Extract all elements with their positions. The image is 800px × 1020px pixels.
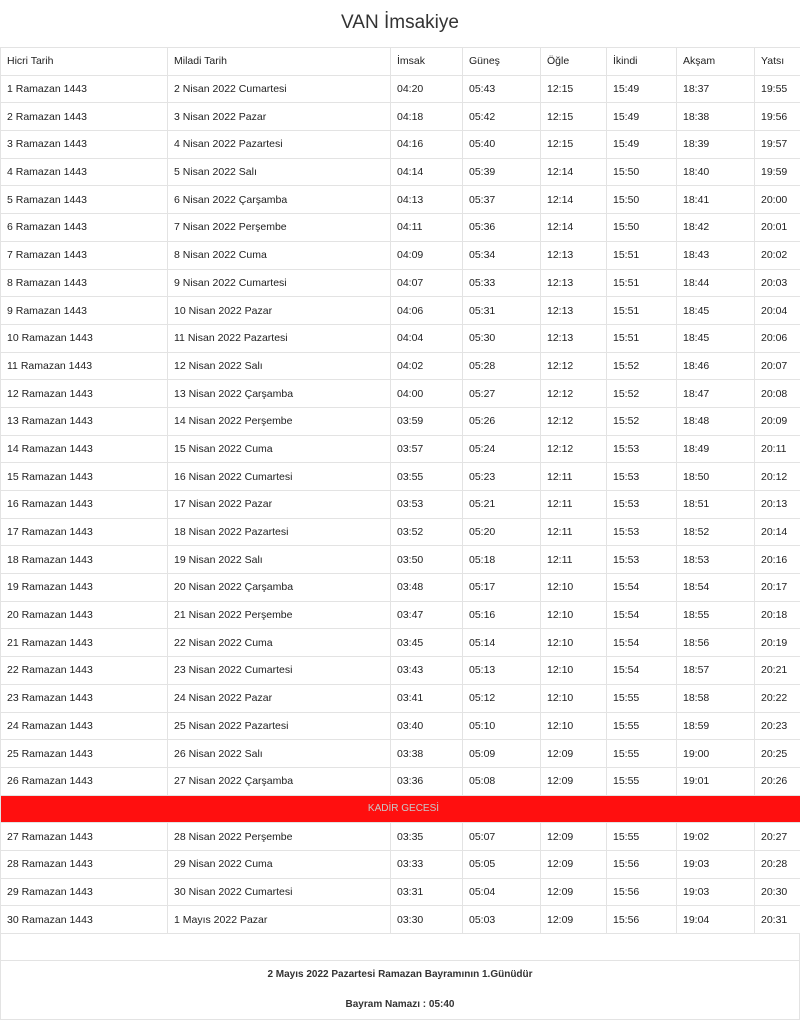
gunes-cell: 05:27 xyxy=(463,380,541,408)
header-row xyxy=(1,48,800,76)
hicri-tarih-cell: 7 Ramazan 1443 xyxy=(1,241,168,269)
gunes-cell: 05:37 xyxy=(463,186,541,214)
yatsi-cell: 20:27 xyxy=(755,823,800,851)
ogle-cell: 12:10 xyxy=(541,712,607,740)
aksam-cell: 18:57 xyxy=(677,657,755,685)
hicri-tarih-cell: 2 Ramazan 1443 xyxy=(1,103,168,131)
hicri-tarih-cell: 5 Ramazan 1443 xyxy=(1,186,168,214)
ogle-cell: 12:14 xyxy=(541,186,607,214)
miladi-tarih-cell: 8 Nisan 2022 Cuma xyxy=(168,241,391,269)
yatsi-cell: 20:31 xyxy=(755,906,800,934)
aksam-cell: 18:52 xyxy=(677,518,755,546)
yatsi-cell: 20:25 xyxy=(755,740,800,768)
imsak-cell: 03:31 xyxy=(391,878,463,906)
aksam-cell: 19:01 xyxy=(677,767,755,795)
aksam-cell: 19:00 xyxy=(677,740,755,768)
table-row xyxy=(1,740,800,768)
gunes-cell: 05:28 xyxy=(463,352,541,380)
miladi-tarih-cell: 9 Nisan 2022 Cumartesi xyxy=(168,269,391,297)
imsak-cell: 03:52 xyxy=(391,518,463,546)
gunes-cell: 05:18 xyxy=(463,546,541,574)
gunes-cell: 05:14 xyxy=(463,629,541,657)
table-row xyxy=(1,878,800,906)
yatsi-cell: 19:55 xyxy=(755,75,800,103)
ikindi-cell: 15:55 xyxy=(607,767,677,795)
kadir-gecesi-row xyxy=(1,795,800,823)
ogle-cell: 12:13 xyxy=(541,324,607,352)
imsak-cell: 03:38 xyxy=(391,740,463,768)
imsak-cell: 03:30 xyxy=(391,906,463,934)
miladi-tarih-cell: 25 Nisan 2022 Pazartesi xyxy=(168,712,391,740)
header-imsak: İmsak xyxy=(391,48,463,76)
ogle-cell: 12:10 xyxy=(541,629,607,657)
aksam-cell: 18:42 xyxy=(677,214,755,242)
gunes-cell: 05:04 xyxy=(463,878,541,906)
ogle-cell: 12:15 xyxy=(541,103,607,131)
table-row xyxy=(1,546,800,574)
imsak-cell: 03:33 xyxy=(391,850,463,878)
ogle-cell: 12:09 xyxy=(541,740,607,768)
ikindi-cell: 15:49 xyxy=(607,103,677,131)
miladi-tarih-cell: 1 Mayıs 2022 Pazar xyxy=(168,906,391,934)
miladi-tarih-cell: 12 Nisan 2022 Salı xyxy=(168,352,391,380)
table-row xyxy=(1,574,800,602)
gunes-cell: 05:09 xyxy=(463,740,541,768)
table-row xyxy=(1,601,800,629)
ogle-cell: 12:10 xyxy=(541,574,607,602)
table-row xyxy=(1,158,800,186)
imsak-cell: 04:07 xyxy=(391,269,463,297)
yatsi-cell: 20:13 xyxy=(755,491,800,519)
header-hicri-tarih: Hicri Tarih xyxy=(1,48,168,76)
gunes-cell: 05:31 xyxy=(463,297,541,325)
ogle-cell: 12:15 xyxy=(541,131,607,159)
ikindi-cell: 15:51 xyxy=(607,297,677,325)
table-row xyxy=(1,435,800,463)
aksam-cell: 18:58 xyxy=(677,684,755,712)
ikindi-cell: 15:56 xyxy=(607,878,677,906)
imsak-cell: 04:02 xyxy=(391,352,463,380)
ogle-cell: 12:13 xyxy=(541,269,607,297)
miladi-tarih-cell: 30 Nisan 2022 Cumartesi xyxy=(168,878,391,906)
gunes-cell: 05:16 xyxy=(463,601,541,629)
yatsi-cell: 19:59 xyxy=(755,158,800,186)
imsak-cell: 04:13 xyxy=(391,186,463,214)
yatsi-cell: 20:18 xyxy=(755,601,800,629)
ikindi-cell: 15:50 xyxy=(607,158,677,186)
ogle-cell: 12:09 xyxy=(541,906,607,934)
aksam-cell: 18:40 xyxy=(677,158,755,186)
yatsi-cell: 20:09 xyxy=(755,407,800,435)
page-title: VAN İmsakiye xyxy=(0,0,800,46)
gunes-cell: 05:10 xyxy=(463,712,541,740)
ogle-cell: 12:12 xyxy=(541,435,607,463)
imsak-cell: 04:09 xyxy=(391,241,463,269)
ikindi-cell: 15:51 xyxy=(607,241,677,269)
hicri-tarih-cell: 11 Ramazan 1443 xyxy=(1,352,168,380)
table-row xyxy=(1,269,800,297)
table-row xyxy=(1,629,800,657)
gunes-cell: 05:03 xyxy=(463,906,541,934)
miladi-tarih-cell: 28 Nisan 2022 Perşembe xyxy=(168,823,391,851)
ogle-cell: 12:09 xyxy=(541,823,607,851)
ogle-cell: 12:10 xyxy=(541,657,607,685)
yatsi-cell: 20:17 xyxy=(755,574,800,602)
aksam-cell: 18:37 xyxy=(677,75,755,103)
aksam-cell: 18:38 xyxy=(677,103,755,131)
miladi-tarih-cell: 10 Nisan 2022 Pazar xyxy=(168,297,391,325)
imsak-cell: 04:16 xyxy=(391,131,463,159)
ogle-cell: 12:12 xyxy=(541,352,607,380)
header-ikindi: İkindi xyxy=(607,48,677,76)
table-row xyxy=(1,75,800,103)
aksam-cell: 18:45 xyxy=(677,297,755,325)
aksam-cell: 18:39 xyxy=(677,131,755,159)
hicri-tarih-cell: 1 Ramazan 1443 xyxy=(1,75,168,103)
ogle-cell: 12:11 xyxy=(541,463,607,491)
imsak-cell: 04:04 xyxy=(391,324,463,352)
imsak-cell: 03:55 xyxy=(391,463,463,491)
table-row xyxy=(1,352,800,380)
yatsi-cell: 20:23 xyxy=(755,712,800,740)
miladi-tarih-cell: 16 Nisan 2022 Cumartesi xyxy=(168,463,391,491)
hicri-tarih-cell: 18 Ramazan 1443 xyxy=(1,546,168,574)
imsak-cell: 04:06 xyxy=(391,297,463,325)
imsak-cell: 03:40 xyxy=(391,712,463,740)
aksam-cell: 18:43 xyxy=(677,241,755,269)
aksam-cell: 18:51 xyxy=(677,491,755,519)
miladi-tarih-cell: 11 Nisan 2022 Pazartesi xyxy=(168,324,391,352)
miladi-tarih-cell: 5 Nisan 2022 Salı xyxy=(168,158,391,186)
ikindi-cell: 15:55 xyxy=(607,684,677,712)
header-ogle: Öğle xyxy=(541,48,607,76)
aksam-cell: 18:45 xyxy=(677,324,755,352)
imsak-cell: 03:57 xyxy=(391,435,463,463)
ikindi-cell: 15:54 xyxy=(607,601,677,629)
ikindi-cell: 15:53 xyxy=(607,546,677,574)
aksam-cell: 18:47 xyxy=(677,380,755,408)
hicri-tarih-cell: 9 Ramazan 1443 xyxy=(1,297,168,325)
header-yatsi: Yatsı xyxy=(755,48,800,76)
gunes-cell: 05:43 xyxy=(463,75,541,103)
ogle-cell: 12:13 xyxy=(541,297,607,325)
yatsi-cell: 20:26 xyxy=(755,767,800,795)
yatsi-cell: 19:57 xyxy=(755,131,800,159)
empty-row xyxy=(0,933,800,961)
hicri-tarih-cell: 4 Ramazan 1443 xyxy=(1,158,168,186)
table-row xyxy=(1,823,800,851)
gunes-cell: 05:36 xyxy=(463,214,541,242)
hicri-tarih-cell: 29 Ramazan 1443 xyxy=(1,878,168,906)
yatsi-cell: 20:02 xyxy=(755,241,800,269)
hicri-tarih-cell: 21 Ramazan 1443 xyxy=(1,629,168,657)
kadir-gecesi-label: KADİR GECESİ xyxy=(1,795,800,823)
footer xyxy=(0,960,800,1020)
gunes-cell: 05:26 xyxy=(463,407,541,435)
ogle-cell: 12:10 xyxy=(541,601,607,629)
imsak-cell: 03:43 xyxy=(391,657,463,685)
ogle-cell: 12:11 xyxy=(541,518,607,546)
gunes-cell: 05:34 xyxy=(463,241,541,269)
header-aksam: Akşam xyxy=(677,48,755,76)
miladi-tarih-cell: 19 Nisan 2022 Salı xyxy=(168,546,391,574)
aksam-cell: 18:54 xyxy=(677,574,755,602)
table-row xyxy=(1,214,800,242)
yatsi-cell: 20:04 xyxy=(755,297,800,325)
yatsi-cell: 20:19 xyxy=(755,629,800,657)
imsak-cell: 04:00 xyxy=(391,380,463,408)
ikindi-cell: 15:50 xyxy=(607,214,677,242)
aksam-cell: 18:59 xyxy=(677,712,755,740)
ogle-cell: 12:09 xyxy=(541,767,607,795)
miladi-tarih-cell: 21 Nisan 2022 Perşembe xyxy=(168,601,391,629)
aksam-cell: 18:49 xyxy=(677,435,755,463)
table-row xyxy=(1,131,800,159)
ikindi-cell: 15:51 xyxy=(607,269,677,297)
gunes-cell: 05:07 xyxy=(463,823,541,851)
hicri-tarih-cell: 17 Ramazan 1443 xyxy=(1,518,168,546)
ikindi-cell: 15:55 xyxy=(607,712,677,740)
miladi-tarih-cell: 6 Nisan 2022 Çarşamba xyxy=(168,186,391,214)
miladi-tarih-cell: 18 Nisan 2022 Pazartesi xyxy=(168,518,391,546)
ogle-cell: 12:12 xyxy=(541,380,607,408)
miladi-tarih-cell: 29 Nisan 2022 Cuma xyxy=(168,850,391,878)
aksam-cell: 18:53 xyxy=(677,546,755,574)
yatsi-cell: 20:06 xyxy=(755,324,800,352)
miladi-tarih-cell: 14 Nisan 2022 Perşembe xyxy=(168,407,391,435)
imsak-cell: 03:59 xyxy=(391,407,463,435)
hicri-tarih-cell: 27 Ramazan 1443 xyxy=(1,823,168,851)
aksam-cell: 18:41 xyxy=(677,186,755,214)
miladi-tarih-cell: 22 Nisan 2022 Cuma xyxy=(168,629,391,657)
table-row xyxy=(1,186,800,214)
yatsi-cell: 19:56 xyxy=(755,103,800,131)
hicri-tarih-cell: 3 Ramazan 1443 xyxy=(1,131,168,159)
yatsi-cell: 20:00 xyxy=(755,186,800,214)
imsak-cell: 04:18 xyxy=(391,103,463,131)
imsak-cell: 03:47 xyxy=(391,601,463,629)
ogle-cell: 12:09 xyxy=(541,878,607,906)
header-gunes: Güneş xyxy=(463,48,541,76)
imsak-cell: 04:14 xyxy=(391,158,463,186)
yatsi-cell: 20:22 xyxy=(755,684,800,712)
ogle-cell: 12:10 xyxy=(541,684,607,712)
yatsi-cell: 20:11 xyxy=(755,435,800,463)
gunes-cell: 05:20 xyxy=(463,518,541,546)
gunes-cell: 05:30 xyxy=(463,324,541,352)
ikindi-cell: 15:51 xyxy=(607,324,677,352)
miladi-tarih-cell: 23 Nisan 2022 Cumartesi xyxy=(168,657,391,685)
imsak-cell: 03:53 xyxy=(391,491,463,519)
miladi-tarih-cell: 17 Nisan 2022 Pazar xyxy=(168,491,391,519)
ikindi-cell: 15:53 xyxy=(607,435,677,463)
table-row xyxy=(1,906,800,934)
ikindi-cell: 15:56 xyxy=(607,906,677,934)
ikindi-cell: 15:54 xyxy=(607,574,677,602)
hicri-tarih-cell: 19 Ramazan 1443 xyxy=(1,574,168,602)
ogle-cell: 12:11 xyxy=(541,546,607,574)
miladi-tarih-cell: 26 Nisan 2022 Salı xyxy=(168,740,391,768)
hicri-tarih-cell: 22 Ramazan 1443 xyxy=(1,657,168,685)
hicri-tarih-cell: 28 Ramazan 1443 xyxy=(1,850,168,878)
gunes-cell: 05:21 xyxy=(463,491,541,519)
miladi-tarih-cell: 13 Nisan 2022 Çarşamba xyxy=(168,380,391,408)
aksam-cell: 18:48 xyxy=(677,407,755,435)
hicri-tarih-cell: 26 Ramazan 1443 xyxy=(1,767,168,795)
miladi-tarih-cell: 7 Nisan 2022 Perşembe xyxy=(168,214,391,242)
ogle-cell: 12:09 xyxy=(541,850,607,878)
ogle-cell: 12:11 xyxy=(541,491,607,519)
hicri-tarih-cell: 15 Ramazan 1443 xyxy=(1,463,168,491)
gunes-cell: 05:33 xyxy=(463,269,541,297)
imsakiye-table xyxy=(0,47,800,934)
ogle-cell: 12:13 xyxy=(541,241,607,269)
yatsi-cell: 20:14 xyxy=(755,518,800,546)
yatsi-cell: 20:01 xyxy=(755,214,800,242)
yatsi-cell: 20:16 xyxy=(755,546,800,574)
miladi-tarih-cell: 15 Nisan 2022 Cuma xyxy=(168,435,391,463)
header-miladi-tarih: Miladi Tarih xyxy=(168,48,391,76)
yatsi-cell: 20:03 xyxy=(755,269,800,297)
ikindi-cell: 15:54 xyxy=(607,657,677,685)
imsak-cell: 03:36 xyxy=(391,767,463,795)
table-body xyxy=(1,75,800,933)
ikindi-cell: 15:52 xyxy=(607,352,677,380)
table-row xyxy=(1,767,800,795)
yatsi-cell: 20:08 xyxy=(755,380,800,408)
yatsi-cell: 20:21 xyxy=(755,657,800,685)
ikindi-cell: 15:52 xyxy=(607,380,677,408)
hicri-tarih-cell: 20 Ramazan 1443 xyxy=(1,601,168,629)
table-row xyxy=(1,297,800,325)
miladi-tarih-cell: 20 Nisan 2022 Çarşamba xyxy=(168,574,391,602)
imsak-cell: 03:50 xyxy=(391,546,463,574)
ogle-cell: 12:14 xyxy=(541,158,607,186)
ikindi-cell: 15:54 xyxy=(607,629,677,657)
gunes-cell: 05:05 xyxy=(463,850,541,878)
table-row xyxy=(1,103,800,131)
ogle-cell: 12:15 xyxy=(541,75,607,103)
bayram-info: 2 Mayıs 2022 Pazartesi Ramazan Bayramının 1.Günüdür xyxy=(1,969,799,980)
imsak-cell: 03:45 xyxy=(391,629,463,657)
table-row xyxy=(1,241,800,269)
ikindi-cell: 15:52 xyxy=(607,407,677,435)
aksam-cell: 19:02 xyxy=(677,823,755,851)
gunes-cell: 05:08 xyxy=(463,767,541,795)
miladi-tarih-cell: 4 Nisan 2022 Pazartesi xyxy=(168,131,391,159)
imsak-cell: 04:20 xyxy=(391,75,463,103)
table-row xyxy=(1,324,800,352)
aksam-cell: 18:50 xyxy=(677,463,755,491)
ikindi-cell: 15:49 xyxy=(607,131,677,159)
gunes-cell: 05:23 xyxy=(463,463,541,491)
gunes-cell: 05:17 xyxy=(463,574,541,602)
gunes-cell: 05:39 xyxy=(463,158,541,186)
ogle-cell: 12:12 xyxy=(541,407,607,435)
yatsi-cell: 20:28 xyxy=(755,850,800,878)
ikindi-cell: 15:50 xyxy=(607,186,677,214)
hicri-tarih-cell: 30 Ramazan 1443 xyxy=(1,906,168,934)
gunes-cell: 05:40 xyxy=(463,131,541,159)
hicri-tarih-cell: 24 Ramazan 1443 xyxy=(1,712,168,740)
miladi-tarih-cell: 24 Nisan 2022 Pazar xyxy=(168,684,391,712)
table-row xyxy=(1,463,800,491)
aksam-cell: 19:03 xyxy=(677,850,755,878)
gunes-cell: 05:13 xyxy=(463,657,541,685)
gunes-cell: 05:24 xyxy=(463,435,541,463)
hicri-tarih-cell: 23 Ramazan 1443 xyxy=(1,684,168,712)
ikindi-cell: 15:55 xyxy=(607,740,677,768)
table-row xyxy=(1,850,800,878)
aksam-cell: 19:04 xyxy=(677,906,755,934)
yatsi-cell: 20:12 xyxy=(755,463,800,491)
aksam-cell: 19:03 xyxy=(677,878,755,906)
miladi-tarih-cell: 3 Nisan 2022 Pazar xyxy=(168,103,391,131)
imsak-cell: 03:41 xyxy=(391,684,463,712)
hicri-tarih-cell: 10 Ramazan 1443 xyxy=(1,324,168,352)
aksam-cell: 18:56 xyxy=(677,629,755,657)
imsak-cell: 04:11 xyxy=(391,214,463,242)
imsak-cell: 03:35 xyxy=(391,823,463,851)
hicri-tarih-cell: 16 Ramazan 1443 xyxy=(1,491,168,519)
aksam-cell: 18:55 xyxy=(677,601,755,629)
hicri-tarih-cell: 25 Ramazan 1443 xyxy=(1,740,168,768)
ogle-cell: 12:14 xyxy=(541,214,607,242)
table-row xyxy=(1,518,800,546)
table-row xyxy=(1,657,800,685)
ikindi-cell: 15:56 xyxy=(607,850,677,878)
miladi-tarih-cell: 2 Nisan 2022 Cumartesi xyxy=(168,75,391,103)
ikindi-cell: 15:53 xyxy=(607,491,677,519)
hicri-tarih-cell: 6 Ramazan 1443 xyxy=(1,214,168,242)
gunes-cell: 05:42 xyxy=(463,103,541,131)
hicri-tarih-cell: 8 Ramazan 1443 xyxy=(1,269,168,297)
ikindi-cell: 15:53 xyxy=(607,463,677,491)
hicri-tarih-cell: 14 Ramazan 1443 xyxy=(1,435,168,463)
table-row xyxy=(1,380,800,408)
aksam-cell: 18:44 xyxy=(677,269,755,297)
table-row xyxy=(1,684,800,712)
table-row xyxy=(1,712,800,740)
aksam-cell: 18:46 xyxy=(677,352,755,380)
ikindi-cell: 15:49 xyxy=(607,75,677,103)
hicri-tarih-cell: 12 Ramazan 1443 xyxy=(1,380,168,408)
ikindi-cell: 15:53 xyxy=(607,518,677,546)
table-row xyxy=(1,407,800,435)
hicri-tarih-cell: 13 Ramazan 1443 xyxy=(1,407,168,435)
imsak-cell: 03:48 xyxy=(391,574,463,602)
bayram-namazi-time: Bayram Namazı : 05:40 xyxy=(1,999,799,1010)
yatsi-cell: 20:30 xyxy=(755,878,800,906)
yatsi-cell: 20:07 xyxy=(755,352,800,380)
ikindi-cell: 15:55 xyxy=(607,823,677,851)
miladi-tarih-cell: 27 Nisan 2022 Çarşamba xyxy=(168,767,391,795)
table-row xyxy=(1,491,800,519)
gunes-cell: 05:12 xyxy=(463,684,541,712)
